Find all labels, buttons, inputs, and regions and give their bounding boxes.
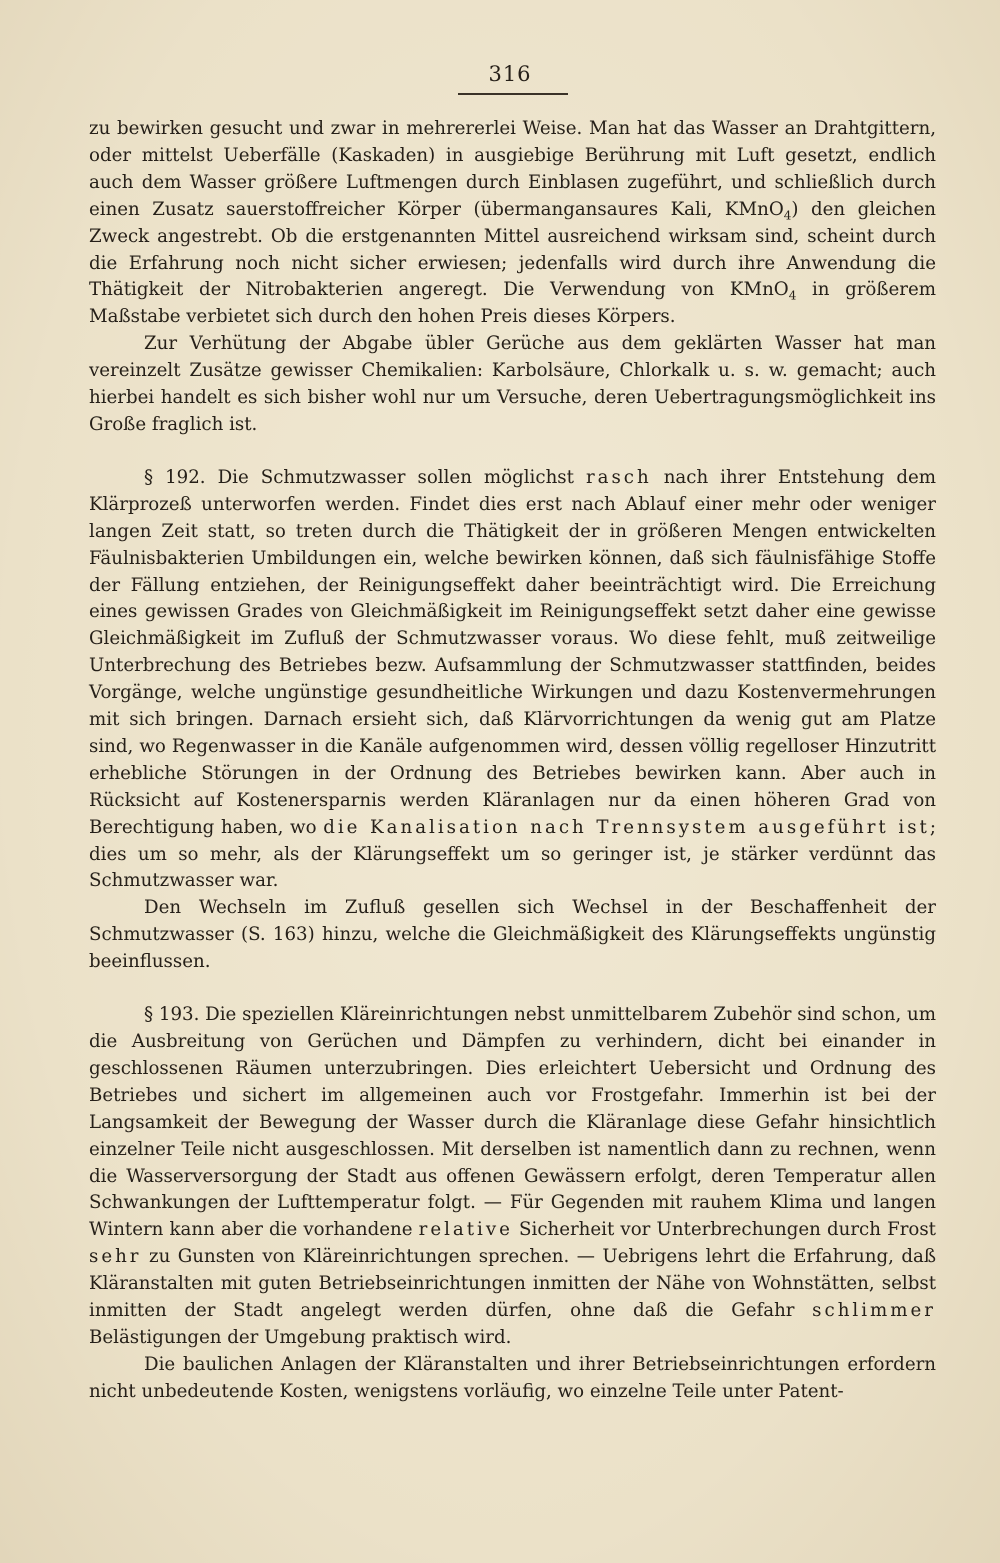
text-run: § 192. Die Schmutzwasser sollen möglichst	[144, 466, 586, 488]
subscript: 4	[788, 289, 797, 304]
paragraph	[89, 116, 936, 331]
text-run: nach ihrer Entstehung dem Klärprozeß unterworfen werden. Findet dies erst nach Ablauf einer mehr oder weniger langen Zeit statt, so treten durch die Thätigkeit der in größeren Mengen entwickelten Fäulnisbakterien Umbildungen ein, welche bewirken können, daß sich fäulnisfähige Stoffe der Fällung entziehen, der Reinigungseffekt daher beeinträchtigt wird. Die Erreichung eines gewissen Grades von Gleichmäßigkeit im Reinigungseffekt setzt daher eine gewisse Gleichmäßigkeit im Zufluß der Schmutzwasser voraus. Wo diese fehlt, muß zeitweilige Unterbrechung des Betriebes bezw. Aufsammlung der Schmutzwasser stattfinden, beides Vorgänge, welche ungünstige gesundheitliche Wirkungen und dazu Kostenvermehrungen mit sich bringen. Darnach ersieht sich, daß Klärvorrichtungen da wenig gut am Platze sind, wo Regenwasser in die Kanäle aufgenommen wird, dessen völlig regelloser Hinzutritt erhebliche Störungen in der Ordnung des Betriebes bewirken kann. Aber auch in Rücksicht auf Kostenersparnis werden Kläranlagen nur da einen höheren Grad von Berechtigung haben, wo	[89, 466, 937, 838]
text-run: Den Wechseln im Zufluß gesellen sich Wechsel in der Beschaffenheit der Schmutzwasser (S. 163) hinzu, welche die Gleichmäßigkeit des Klärungseffekts ungünstig beeinflussen.	[89, 897, 936, 973]
paragraph	[89, 465, 936, 896]
subscript: 4	[783, 208, 792, 223]
text-run: Belästigungen der Umgebung praktisch wird.	[89, 1326, 512, 1348]
spaced-emphasis: sehr	[89, 1246, 142, 1268]
page-number: 316	[488, 62, 532, 86]
text-run: zu Gunsten von Kläreinrichtungen sprechen. — Uebrigens lehrt die Erfahrung, daß Kläranstalten mit guten Betriebseinrichtungen inmitten der Nähe von Wohnstätten, selbst inmitten der Stadt angelegt werden dürfen, ohne daß die Gefahr	[89, 1246, 936, 1322]
header-rule	[458, 93, 568, 95]
body-text	[89, 116, 936, 1406]
spaced-emphasis: schlimmer	[812, 1300, 936, 1322]
text-run: in größerem Maßstabe verbietet sich durch den hohen Preis dieses Körpers.	[89, 279, 937, 328]
text-run: Die baulichen Anlagen der Kläranstalten und ihrer Betriebseinrichtungen erfordern nicht unbedeutende Kosten, wenigstens vorläufig, wo einzelne Teile unter Patent-	[89, 1353, 936, 1402]
paragraph	[89, 1352, 936, 1406]
text-run: ) den gleichen Zweck angestrebt. Ob die erstgenannten Mittel ausreichend wirksam sind, scheint durch die Erfahrung noch nicht sicher erwiesen; jedenfalls wird durch ihre Anwendung die Thätigkeit der Nitrobakterien angeregt. Die Verwendung von KMnO	[89, 198, 937, 301]
text-run: zu bewirken gesucht und zwar in mehrererlei Weise. Man hat das Wasser an Drahtgittern, oder mittelst Ueberfälle (Kaskaden) in ausgiebige Berührung mit Luft gesetzt, endlich auch dem Wasser größere Luftmengen durch Einblasen zugeführt, und schließlich durch einen Zusatz sauerstoffreicher Körper (übermangansaures Kali, KMnO	[89, 118, 936, 220]
paragraph	[89, 1002, 936, 1352]
text-run: Sicherheit vor Unterbrechungen durch Frost	[512, 1219, 936, 1241]
text-run: § 193. Die speziellen Kläreinrichtungen nebst unmittelbarem Zubehör sind schon, um die Ausbreitung von Gerüchen und Dämpfen zu verhindern, dicht bei einander in geschlossenen Räumen unterzubringen. Dies erleichtert Uebersicht und Ordnung des Betriebes und sichert im allgemeinen auch vor Frostgefahr. Immerhin ist bei der Langsamkeit der Bewegung der Wasser durch die Kläranlage diese Gefahr hinsichtlich einzelner Teile nicht ausgeschlossen. Mit derselben ist namentlich dann zu rechnen, wenn die Wasserversorgung der Stadt aus offenen Gewässern erfolgt, deren Temperatur allen Schwankungen der Lufttemperatur folgt. — Für Gegenden mit rauhem Klima und langen Wintern kann aber die vorhandene	[89, 1004, 936, 1241]
paragraph	[89, 331, 936, 439]
spaced-emphasis: rasch	[585, 466, 652, 488]
text-run: ; dies um so mehr, als der Klärungseffekt um so geringer ist, je stärker verdünnt das Schmutzwasser war.	[89, 816, 936, 892]
paragraph	[89, 895, 936, 976]
spaced-emphasis: relative	[418, 1219, 513, 1241]
spaced-emphasis: die Kanalisation nach Trennsystem ausgeführt ist	[323, 816, 930, 838]
text-run: Zur Verhütung der Abgabe übler Gerüche aus dem geklärten Wasser hat man vereinzelt Zusätze gewisser Chemikalien: Karbolsäure, Chlorkalk u. s. w. gemacht; auch hierbei handelt es sich bisher wohl nur um Versuche, deren Uebertragungsmöglichkeit ins Große fraglich ist.	[89, 333, 936, 435]
